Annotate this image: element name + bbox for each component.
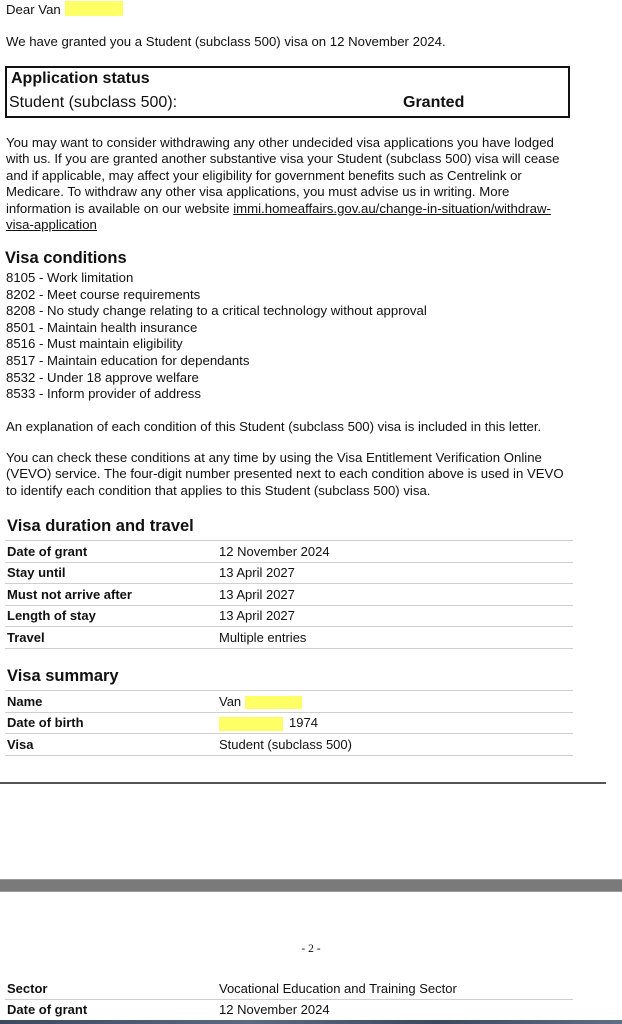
- table-row: [5, 627, 573, 649]
- viewer-bottom-edge: [0, 1020, 622, 1024]
- condition-item: 8105 - Work limitation: [6, 270, 134, 285]
- row-value: Multiple entries: [217, 627, 573, 649]
- condition-item: 8208 - No study change relating to a critical technology without approval: [6, 303, 427, 319]
- application-status-box: [5, 66, 570, 118]
- application-status-visa: Student (subclass 500):: [9, 94, 178, 111]
- visa-duration-table: [5, 540, 573, 649]
- name-value: Van: [219, 693, 242, 709]
- table-row: [5, 584, 573, 606]
- condition-item: 8532 - Under 18 approve welfare: [6, 369, 199, 385]
- page2-details-table: [5, 978, 573, 1020]
- table-row: [5, 605, 573, 627]
- conditions-explanation: An explanation of each condition of this Student (subclass 500) visa is included in this letter.: [6, 419, 542, 434]
- condition-item: 8501 - Maintain health insurance: [6, 319, 198, 335]
- row-label: Date of birth: [5, 712, 217, 734]
- dob-year: 1974: [289, 714, 318, 730]
- row-label: Stay until: [5, 562, 217, 584]
- row-label: Name: [5, 691, 217, 713]
- row-value: 13 April 2027: [217, 562, 573, 584]
- application-status-value: Granted: [403, 94, 465, 111]
- row-label: Sector: [7, 980, 48, 996]
- vevo-paragraph: You can check these conditions at any time by using the Visa Entitlement Verification Online (VEVO) service. The four-digit number presented next to each condition above is used in VEVO to identify each condition that applies to this Student (subclass 500) visa.: [6, 450, 564, 498]
- row-label: Date of grant: [5, 999, 217, 1020]
- application-status-title: Application status: [11, 70, 150, 87]
- greeting: [6, 2, 123, 18]
- visa-duration-title: Visa duration and travel: [7, 517, 194, 535]
- row-value: Student (subclass 500): [217, 734, 573, 756]
- visa-conditions-title: Visa conditions: [5, 249, 127, 267]
- redacted-surname: [245, 696, 302, 709]
- page-break-separator: [0, 879, 622, 892]
- condition-item: 8202 - Meet course requirements: [6, 286, 201, 302]
- row-label: Date of grant: [5, 541, 217, 563]
- withdraw-notice: [6, 135, 566, 233]
- row-value: 13 April 2027: [217, 584, 573, 606]
- condition-item: 8533 - Inform provider of address: [6, 386, 201, 402]
- row-value: [217, 712, 573, 734]
- table-row: [5, 734, 573, 756]
- table-row: [5, 978, 573, 999]
- page-number: - 2 -: [301, 943, 321, 955]
- table-row: [5, 712, 573, 734]
- condition-item: 8516 - Must maintain eligibility: [6, 336, 183, 352]
- withdraw-notice-text: You may want to consider withdrawing any other undecided visa applications you have lodged with us. If you are granted another substantive visa your Student (subclass 500) visa will cease and if applicable, may affect your eligibility for government benefits such as Centrelink or Medicare. To withdraw any other visa applications, you must advise us in writing. More information is available on our website: [6, 135, 560, 216]
- row-value: Vocational Education and Training Sector: [219, 980, 457, 996]
- page-end-rule: [0, 782, 606, 784]
- row-value: 13 April 2027: [217, 605, 573, 627]
- greeting-text: Dear Van: [6, 2, 61, 17]
- redacted-surname: [65, 1, 123, 16]
- table-row: [5, 541, 573, 563]
- row-label: Travel: [5, 627, 217, 649]
- withdraw-info-link[interactable]: immi.homeaffairs.gov.au/change-in-situation/withdraw-visa-application: [6, 200, 551, 233]
- visa-summary-title: Visa summary: [7, 667, 119, 685]
- row-label: Visa: [5, 734, 217, 756]
- table-row: [5, 999, 573, 1020]
- grant-sentence: We have granted you a Student (subclass 500) visa on 12 November 2024.: [6, 34, 446, 49]
- row-value: 12 November 2024: [217, 541, 573, 563]
- row-value: 12 November 2024: [217, 999, 573, 1020]
- table-row: [5, 562, 573, 584]
- redacted-birth-day-month: [219, 717, 283, 731]
- visa-summary-table: [5, 690, 573, 756]
- row-label: Length of stay: [5, 605, 217, 627]
- condition-item: 8517 - Maintain education for dependants: [6, 352, 250, 368]
- row-label: Must not arrive after: [5, 584, 217, 606]
- row-value: [217, 691, 573, 713]
- table-row: [5, 691, 573, 713]
- visa-conditions-list: [6, 270, 427, 403]
